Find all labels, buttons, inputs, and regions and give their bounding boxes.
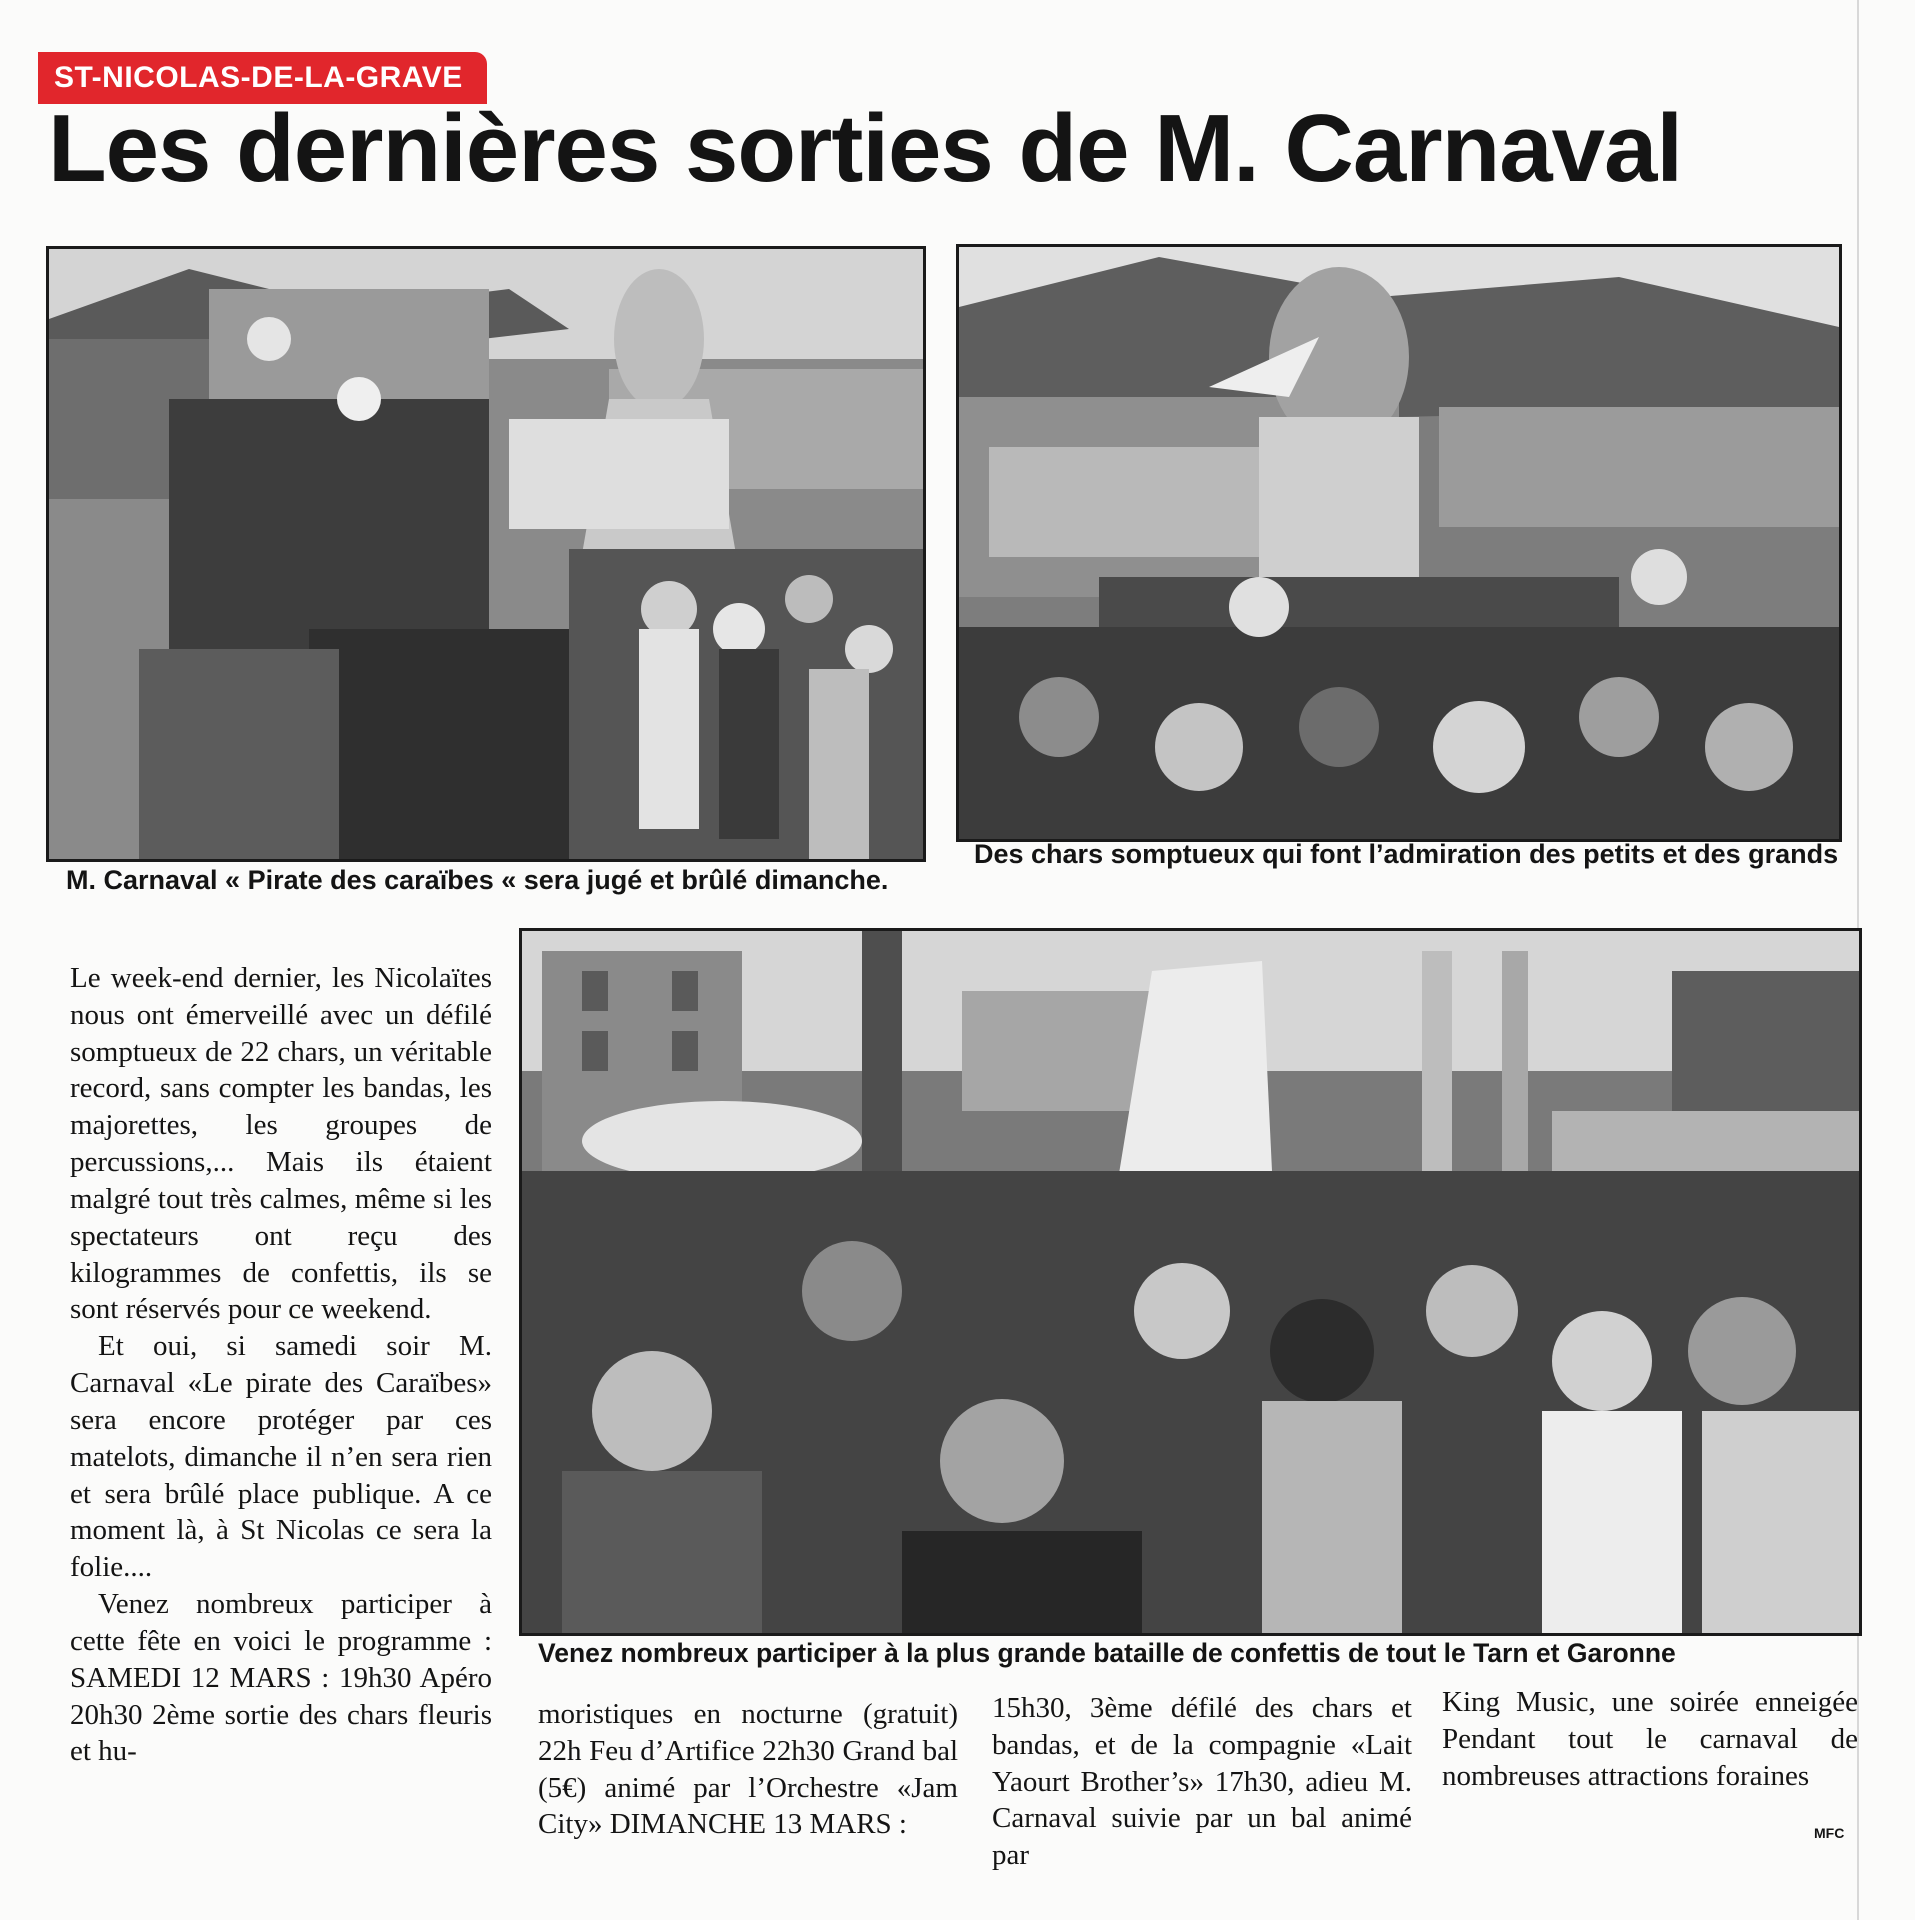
article-column-2-text: moristiques en nocturne (gratuit) 22h Feu d’Artifice 22h30 Grand bal (5€) animé par l’Orchestre «Jam City» DIMANCHE 13 MARS : [538,1698,958,1841]
photo-floats-crowd [956,244,1842,842]
article-column-1 [70,960,492,1770]
section-kicker: ST-NICOLAS-DE-LA-GRAVE [38,52,487,104]
article-column-3-text: 15h30, 3ème défilé des chars et bandas, et de la compagnie «Lait Yaourt Brother’s» 17h30, adieu M. Carnaval suivie par un bal animé par [992,1692,1412,1872]
photo-confetti-battle-caption: Venez nombreux participer à la plus grande bataille de confettis de tout le Tarn et Garonne [538,1638,1676,1668]
article-paragraph-1: Le week-end dernier, les Nicolaïtes nous ont émerveillé avec un défilé somptueux de 22 chars, un véritable record, sans compter les bandas, les majorettes, les groupes de percussions,... Mais ils étaient malgré tout très calmes, même si les spectateurs ont reçu des kilogrammes de confettis, ils se sont réservés pour ce weekend. [70,962,492,1326]
article-column-4-text: King Music, une soirée enneigée Pendant tout le carnaval de nombreuses attractions foraines [1442,1686,1858,1792]
article-column-3 [992,1690,1412,1874]
author-signature: MFC [1814,1825,1845,1841]
photo-pirate-float-caption: M. Carnaval « Pirate des caraïbes « sera jugé et brûlé dimanche. [66,865,889,895]
article-column-2 [538,1696,958,1843]
article-headline: Les dernières sorties de M. Carnaval [48,95,1683,202]
article-paragraph-3: Venez nombreux participer à cette fête en voici le programme : SAMEDI 12 MARS : 19h30 Apéro 20h30 2ème sortie des chars fleuris et hu- [70,1588,492,1768]
article-column-4 [1442,1684,1858,1794]
photo-pirate-float [46,246,926,862]
photo-floats-crowd-caption: Des chars somptueux qui font l’admiration des petits et des grands [974,839,1839,869]
photo-confetti-battle [519,928,1862,1636]
article-paragraph-2: Et oui, si samedi soir M. Carnaval «Le pirate des Caraïbes» sera encore protéger par ces matelots, dimanche il n’en sera rien et sera brûlé place publique. A ce moment là, à St Nicolas ce sera la folie.... [70,1330,492,1584]
